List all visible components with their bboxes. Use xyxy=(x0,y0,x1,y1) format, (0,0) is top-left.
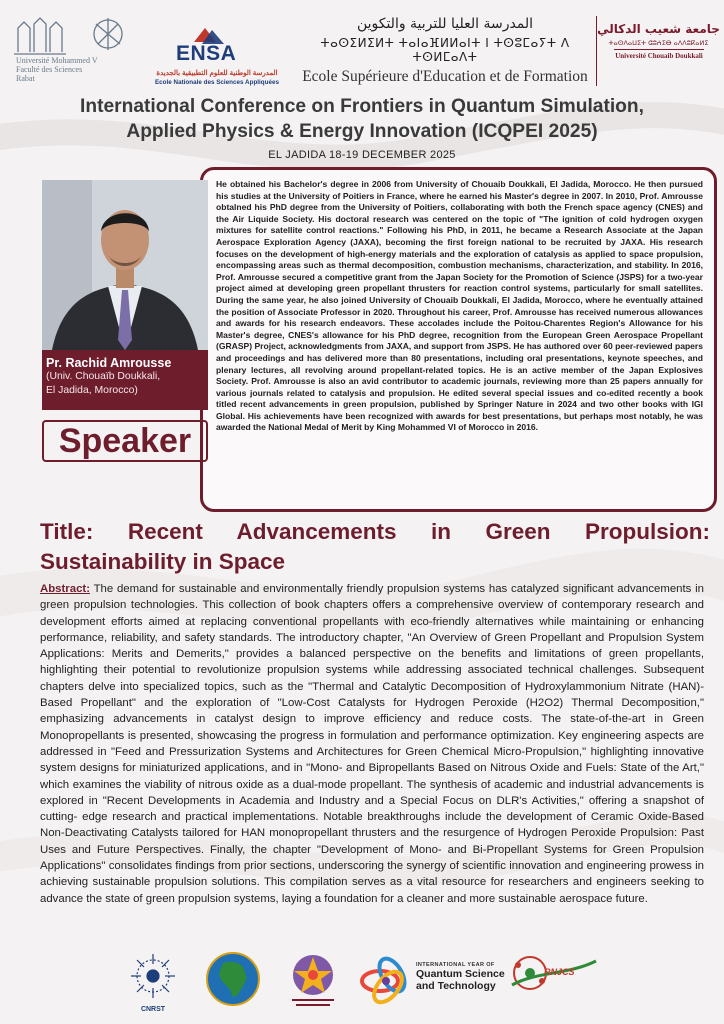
speaker-portrait-icon xyxy=(42,180,208,350)
speaker-name: Pr. Rachid Amrousse xyxy=(46,356,172,370)
cnrst-label: CNRST xyxy=(140,1006,166,1013)
logo-university-chouaib-doukkali xyxy=(596,16,720,86)
cnrst-emblem-icon xyxy=(128,951,178,1001)
speaker-column xyxy=(42,180,208,480)
ucd-name-arabic: جامعة شعيب الدكالي xyxy=(597,22,720,36)
umv-name xyxy=(16,56,148,83)
abstract-label: Abstract: xyxy=(40,583,91,595)
speaker-affiliation-line1: (Univ. Chouaïb Doukkali, xyxy=(46,371,161,382)
star-network-icon xyxy=(282,951,344,1015)
iyq-line1: INTERNATIONAL YEAR OF xyxy=(416,962,495,968)
speaker-label: Speaker xyxy=(42,420,208,462)
umv-emblem-icon xyxy=(8,14,148,58)
logo-esef xyxy=(295,16,595,86)
iyq-text xyxy=(416,962,521,992)
umv-line1: Université Mohammed V xyxy=(16,56,98,65)
speaker-photo xyxy=(42,180,208,350)
umv-line3: Rabat xyxy=(16,74,35,83)
ucd-name-tifinagh: ⵜⴰⵙⴷⴰⵡⵉⵜ ⵛⵓⵄⵉⴱ ⴰⴷⴷⵓⴽⴰⵍⵉ xyxy=(608,39,709,47)
iyq-line2: Quantum Science xyxy=(416,968,505,980)
africa-globe-icon xyxy=(205,951,261,1007)
logo-rnjcs xyxy=(508,951,598,1017)
ensa-acronym: ENSA xyxy=(176,42,237,65)
speaker-bio: He obtained his Bachelor's degree in 2006 from University of Chouaib Doukkali, El Jadida, Morocco. He then pursued his studies at the University of Poitiers in France, where he earned his Master's degree in 2007. In 2010, Prof. Amrousse obtalned his PhD degree from the University of Poitiers, collaborating with both the French space agency (CNES) and the Air Liquide Society. His doctoral research was centered on the topic of "The ignition of cold hydrogen oxygen mixtures for satellite control reactions." Following his PhD, in 2011, he became a Research Associate at the Japan Aerospace Exploration Agency (JAXA), becoming the first foreign national to be recruited by JAXA. His research focuses on the development of high-energy materials and the exploration of catalysis as applied to space propulsion, encompassing areas such as thermal decomposition, combustion mechanisms, characterization, and stability. In 2016, Prof. Amrousse secured a competitive grant from the Japan Society for the Promotion of Science (JSPS) for a two-year project aimed at developing green propellant thrusters for reaction control systems, particularly for small satellites. During the same year, he also joined University of Chouaib Doukkali, El Jadida, Morocco, where he eventually attained the position of Associate Professor in 2020. Throughout his career, Prof. Amrousse has received numerous allowances and awards for his research endeavors. These accolades include the Poitou-Charentes Region's Allowance for his Master's degree, CNES's allowance for his PhD degree, recognition from the European Green Aerospace Propellant (GRASP) Project, acknowledgments from JAXA, and support from JSPS. He has authored over 60 peer-reviewed papers and proceedings and has delivered more than 80 presentations, including oral presentations, keynote speeches, and plenary lectures, all revolving around propellant-related topics. He is an active member of the Japan Explosives Society. Prof. Amrousse is also an avid contributor to academic journals, reviewing more than 25 papers annually for various journals related to catalysis and propulsion. He edited several special issues and co-edited recently a book titled recent advancements in green propulsion, published by Springer Nature in 2024 and two other books with IGI Global. His achievements have been recognized with awards for best presentations, but perhaps most notably, he was awarded the National Medal of Merit by King Mohammed VI of Morocco in 2016. xyxy=(216,179,703,433)
umv-line2: Faculté des Sciences xyxy=(16,65,83,74)
ucd-name-french: Université Chouaib Doukkali xyxy=(614,49,704,60)
iyq-line3: and Technology xyxy=(416,980,496,992)
logo-cnrst xyxy=(128,951,178,1021)
speaker-affiliation-line2: El Jadida, Morocco) xyxy=(46,385,138,396)
talk-title: Title: Recent Advancements in Green Propulsion: Sustainability in Space xyxy=(40,519,710,574)
abstract-text: The demand for sustainable and environmentally friendly propulsion systems has catalyzed significant advancements in green propulsion technologies. This collection of book chapters offers a comprehensive overview of contemporary research and development efforts aimed at replacing conventional propellants with eco-friendly alternatives while maintaining or enhancing performance, reliability, and safety standards. The introductory chapter, "An Overview of Green Propellant and Propulsion System Applications: Merits and Demerits," provides a balanced perspective on the benefits and limitations of green propellants, highlighting their potential to revolutionize propulsion systems while addressing associated technical challenges. Subsequent chapters delve into specialized topics, such as the "Thermal and Catalytic Decomposition of Hydroxylammonium Nitrate (HAN)-Based Propellant" and the exploration of "Low-Cost Catalysts for Hydrogen Peroxide (H2O2) Thermal Decomposition," emphasizing advancements in catalyst design to improve efficiency and reduce costs. The state-of-the-art in Green Monopropellants is presented, showcasing the progress in formulation and performance optimization. Key engineering aspects are addressed in "Feed and Pressurization Systems and Architectures for Green Chemical Micro-Propulsion," highlighting innovative system designs for miniaturized applications, and in "Mono- and Bipropellants Based on Nitrous Oxide and Fuels: State of the Art," which examines the viability of nitrous oxide as a dual-mode propellant. The synthesis of academic and industrial advancements is explored in "Recent Developments in Academia and Industry and a Special Focus on DLR's Activities," offering a snapshot of cutting- edge research and practical implementations. Notable breakthroughs include the development of Ceramic Oxide-Based Non-Deactivating Catalysts tailored for HAN monopropellant thrusters and the resurgence of Hydrogen Peroxide Propulsion: Past Uses and Future Perspectives. Finally, the chapter "Development of Mono- and Bi-Propellant Systems for Green Propulsion Applications" consolidates findings from prior sections, underscoring the synergy of scientific innovation and engineering prowess in achieving sustainable propulsion solutions. This compilation serves as a vital resource for researchers and engineers seeking to advance the state of green propulsion systems, laying a foundation for a cleaner and more sustainable aerospace future. xyxy=(40,583,704,905)
ensa-name-french: Ecole Nationale des Sciences Appliquées xyxy=(154,79,279,86)
conference-title-line1: International Conference on Frontiers in Quantum Simulation, xyxy=(80,96,644,117)
esef-name-french: Ecole Supérieure d'Education et de Formation xyxy=(302,68,588,85)
footer-logos xyxy=(0,945,724,1024)
ensa-name-arabic: المدرسة الوطنية للعلوم التطبيقية بالجديدة xyxy=(156,70,278,77)
abstract xyxy=(40,581,704,907)
logo-university-mohammed-v xyxy=(8,14,148,83)
esef-name-arabic: المدرسة العليا للتربية والتكوين xyxy=(356,16,534,32)
speaker-name-box xyxy=(42,350,208,410)
esef-name-tifinagh: ⵜⴰⵙⵉⵍⵉⵍⵜ ⵜⴰⵏⴰⴼⵍⵍⴰⵏⵜ ⵏ ⵜⵙⵓⵎⴰⵢⵜ ⴷ ⵜⵙⵍⵎⴰⴷⵜ xyxy=(320,36,570,64)
conference-title-line2: Applied Physics & Energy Innovation (ICQPEI 2025) xyxy=(126,121,598,142)
rnjcs-label: RNJCS xyxy=(544,967,575,977)
conference-date: EL JADIDA 18-19 DECEMBER 2025 xyxy=(268,149,456,161)
iyq-rings-icon xyxy=(358,953,414,1009)
header-logos xyxy=(0,8,724,88)
logo-iyq xyxy=(358,953,414,1009)
speaker-bio-box xyxy=(200,167,717,512)
logo-ensa xyxy=(150,24,280,90)
logo-africa xyxy=(205,951,261,1007)
logo-star-network xyxy=(282,951,344,1015)
conference-title xyxy=(20,94,704,144)
